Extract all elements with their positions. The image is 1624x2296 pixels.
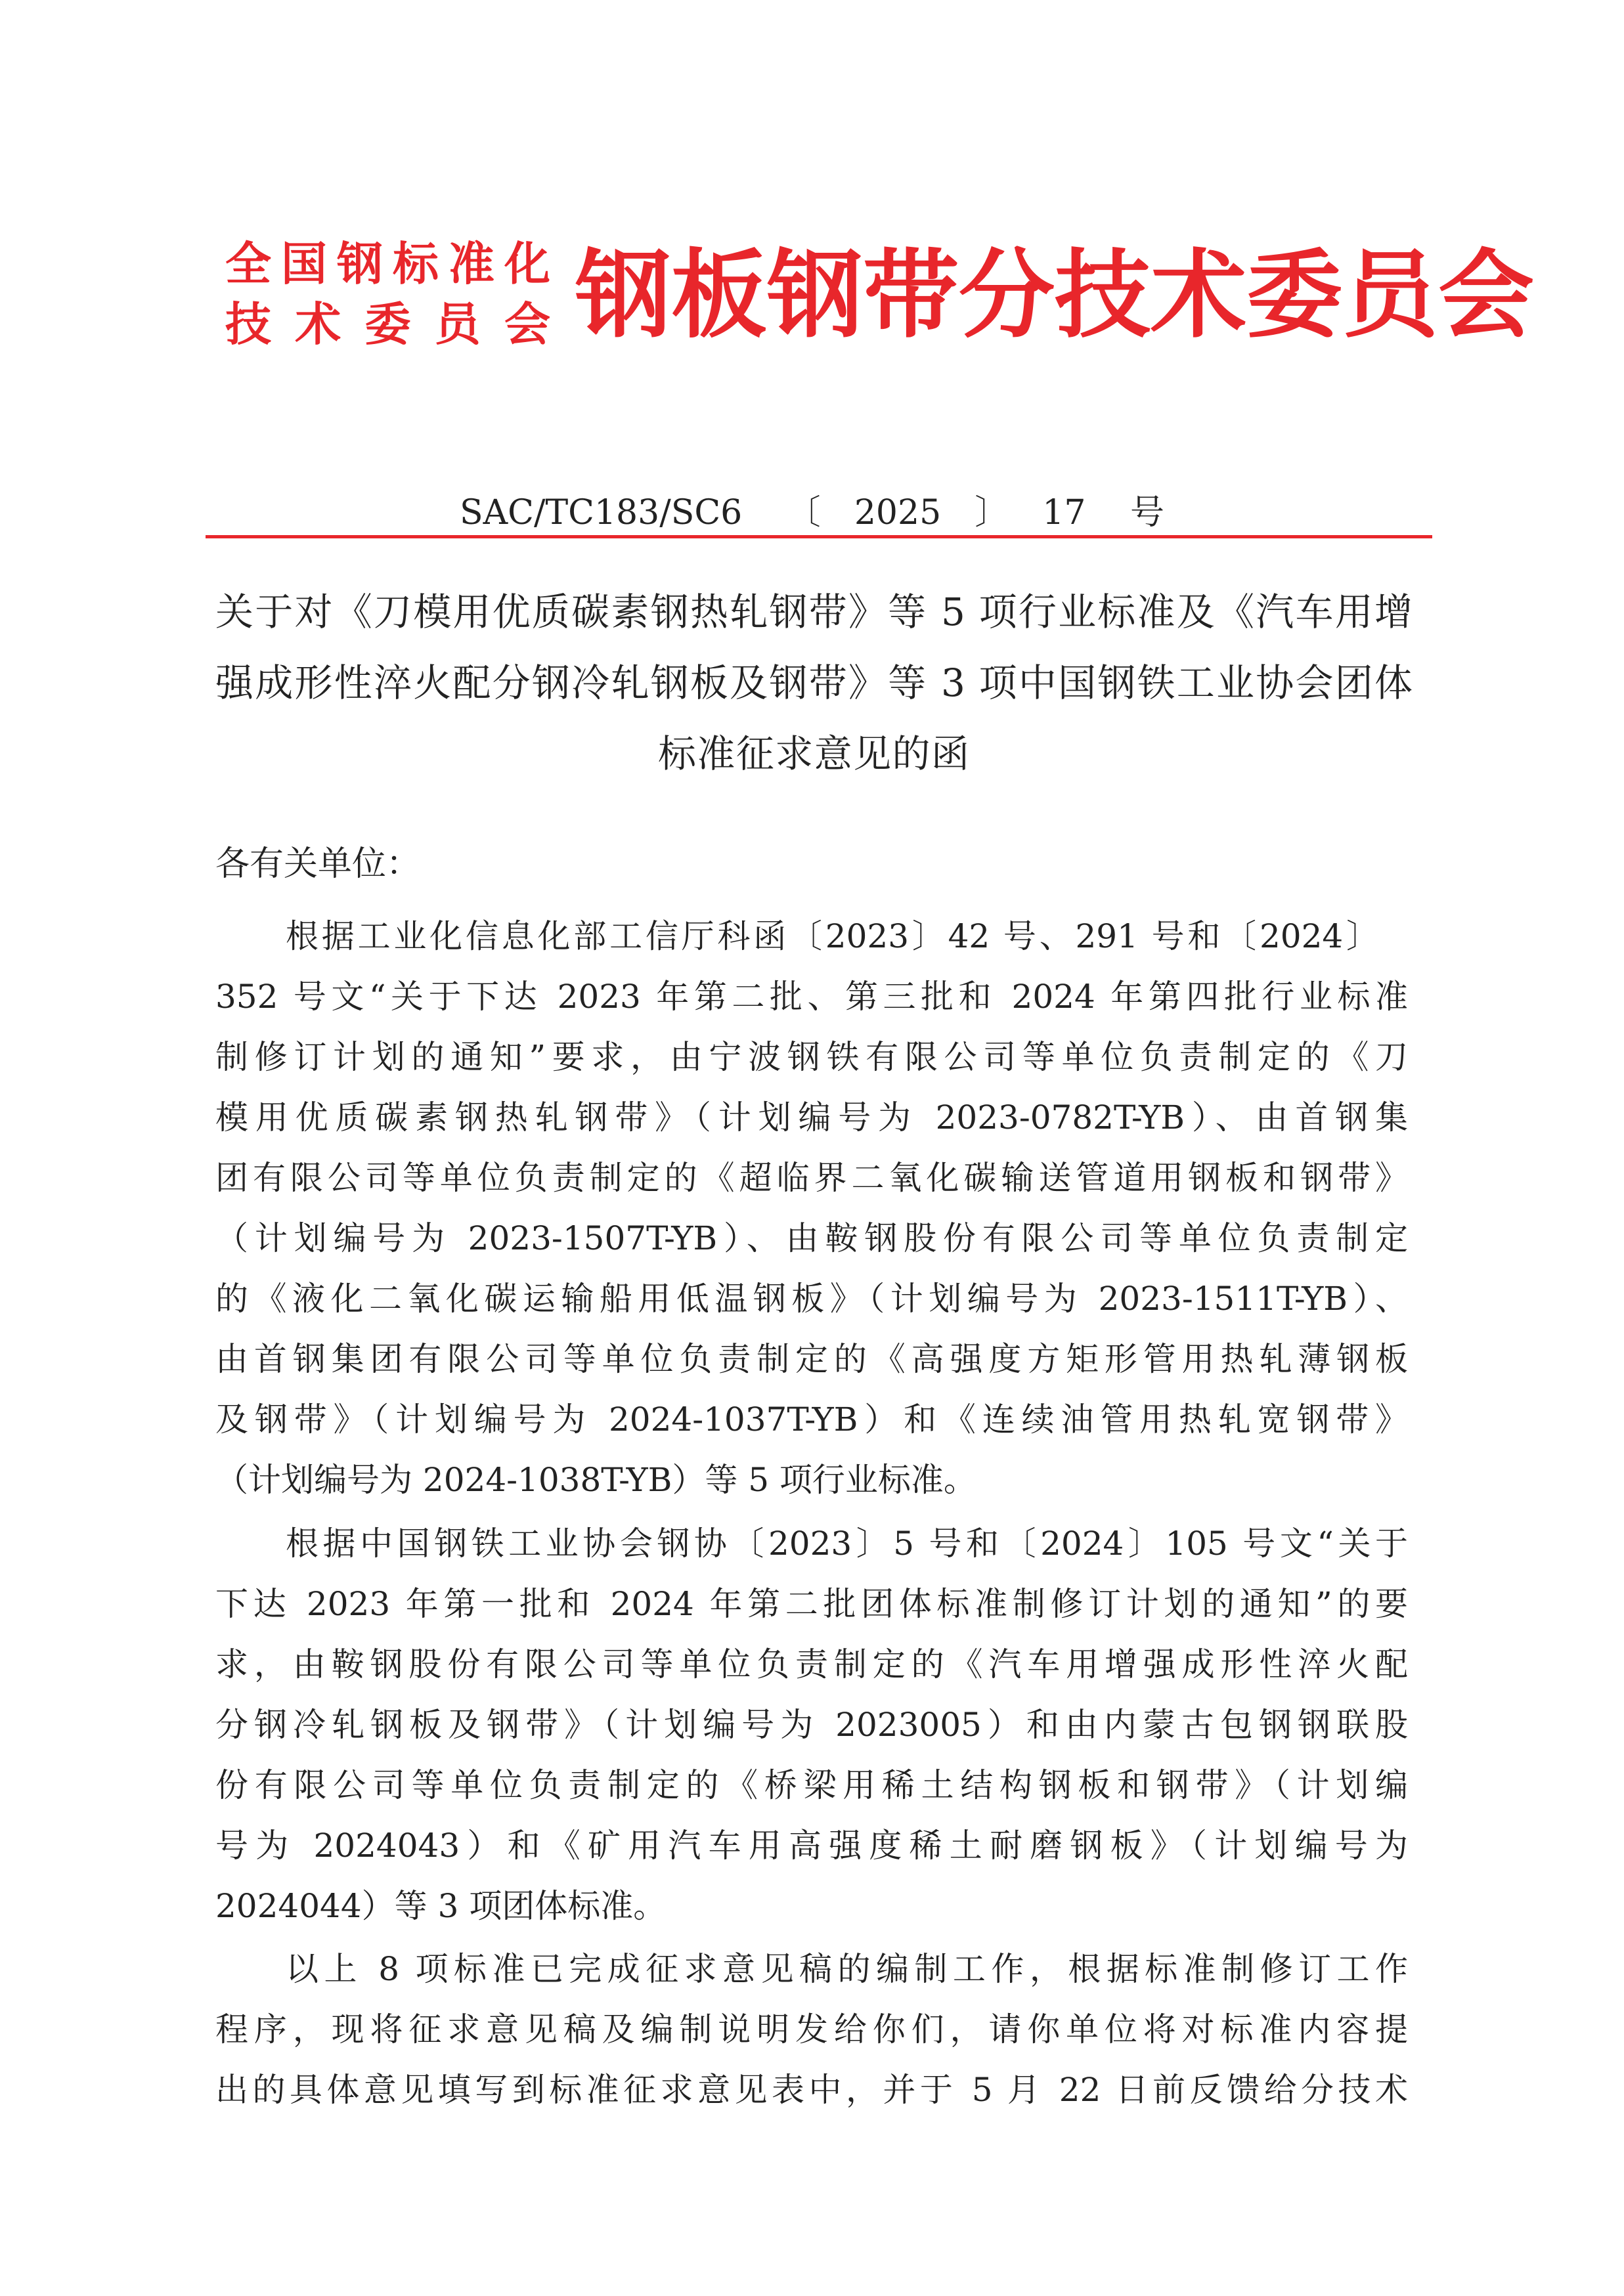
- paragraph-1-line-7: 的《液化二氧化碳运输船用低温钢板》（计划编号为 2023-1511T-YB）、: [215, 1280, 1408, 1318]
- paragraph-1-line-2: 352 号文“关于下达 2023 年第二批、第三批和 2024 年第四批行业标准: [215, 978, 1408, 1016]
- paragraph-2-line-5: 份有限公司等单位负责制定的《桥梁用稀土结构钢板和钢带》（计划编: [215, 1766, 1408, 1804]
- paragraph-1-line-1: 根据工业化信息化部工信厅科函〔2023〕42 号、291 号和〔2024〕: [286, 917, 1379, 955]
- title-line-2: 强成形性淬火配分钢冷轧钢板及钢带》等 3 项中国钢铁工业协会团体: [215, 661, 1413, 705]
- paragraph-2-line-3: 求，由鞍钢股份有限公司等单位负责制定的《汽车用增强成形性淬火配: [215, 1645, 1408, 1683]
- paragraph-1-line-3: 制修订计划的通知”要求，由宁波钢铁有限公司等单位负责制定的《刀: [215, 1038, 1408, 1076]
- paragraph-1-line-9: 及钢带》（计划编号为 2024-1037T-YB）和《连续油管用热轧宽钢带》: [215, 1400, 1408, 1439]
- title-line-1: 关于对《刀模用优质碳素钢热轧钢带》等 5 项行业标准及《汽车用增: [215, 590, 1413, 634]
- paragraph-2-line-2: 下达 2023 年第一批和 2024 年第二批团体标准制修订计划的通知”的要: [215, 1585, 1408, 1623]
- paragraph-3-line-2: 程序，现将征求意见稿及编制说明发给你们，请你单位将对标准内容提: [215, 2010, 1408, 2048]
- paragraph-1-line-6: （计划编号为 2023-1507T-YB）、由鞍钢股份有限公司等单位负责制定: [215, 1219, 1408, 1257]
- paragraph-3-line-3: 出的具体意见填写到标准征求意见表中，并于 5 月 22 日前反馈给分技术: [215, 2071, 1408, 2109]
- salutation: 各有关单位：: [215, 844, 421, 884]
- paragraph-1-line-4: 模用优质碳素钢热轧钢带》（计划编号为 2023-0782T-YB）、由首钢集: [215, 1098, 1408, 1137]
- paragraph-2-line-1: 根据中国钢铁工业协会钢协〔2023〕5 号和〔2024〕105 号文“关于: [286, 1525, 1408, 1563]
- letterhead-committee-name: 钢板钢带分技术委员会: [575, 239, 1534, 351]
- document-number: SAC/TC183/SC6 〔2025〕17 号: [460, 493, 1164, 532]
- paragraph-1-line-8: 由首钢集团有限公司等单位负责制定的《高强度方矩形管用热轧薄钢板: [215, 1340, 1408, 1378]
- paragraph-2-line-4: 分钢冷轧钢板及钢带》（计划编号为 2023005）和由内蒙古包钢钢联股: [215, 1706, 1408, 1744]
- paragraph-2-line-7: 2024044）等 3 项团体标准。: [215, 1887, 667, 1925]
- title-line-3: 标准征求意见的函: [658, 731, 969, 776]
- paragraph-2-line-6: 号为 2024043）和《矿用汽车用高强度稀土耐磨钢板》（计划编号为: [215, 1827, 1408, 1865]
- paragraph-1-line-5: 团有限公司等单位负责制定的《超临界二氧化碳输送管道用钢板和钢带》: [215, 1159, 1408, 1197]
- org-short-line-2: 技术委员会: [225, 297, 550, 351]
- letterhead-org-short: [225, 234, 550, 355]
- paragraph-3-line-1: 以上 8 项标准已完成征求意见稿的编制工作，根据标准制修订工作: [286, 1950, 1408, 1988]
- paragraph-1-line-10: （计划编号为 2024-1038T-YB）等 5 项行业标准。: [215, 1461, 977, 1499]
- letterhead-divider: [206, 535, 1432, 538]
- org-short-line-1: 全国钢标准化: [225, 236, 550, 291]
